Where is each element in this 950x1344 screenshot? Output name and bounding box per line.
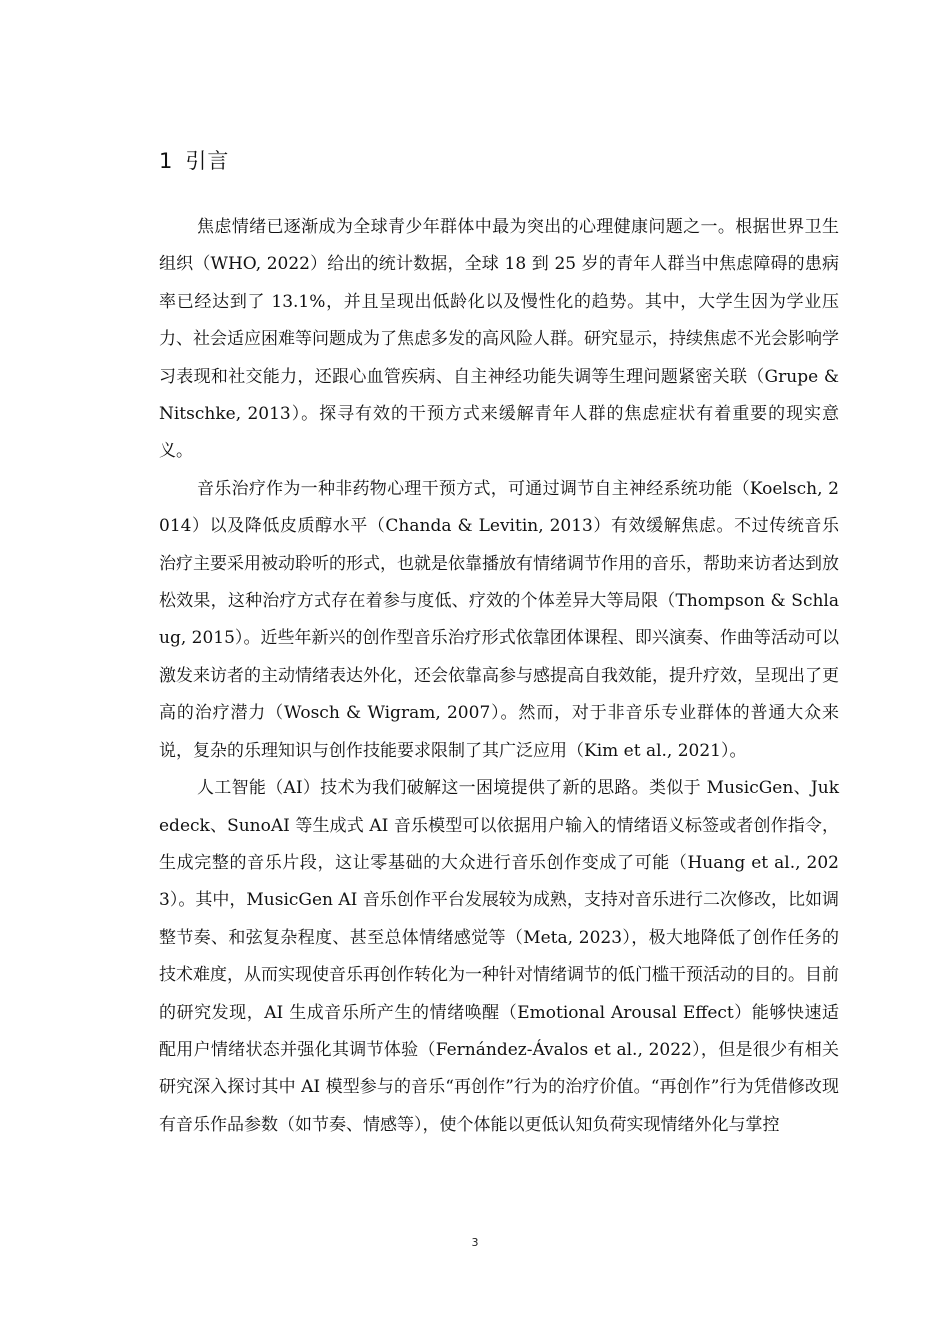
body-text	[159, 209, 839, 1144]
paragraph-3: 人工智能（AI）技术为我们破解这一困境提供了新的思路。类似于 MusicGen、Jukedeck、SunoAI 等生成式 AI 音乐模型可以依据用户输入的情绪语义标签或者创作指令，生成完整的音乐片段，这让零基础的大众进行音乐创作变成了可能（Huang et al., 2023）。其中，MusicGen AI 音乐创作平台发展较为成熟，支持对音乐进行二次修改，比如调整节奏、和弦复杂程度、甚至总体情绪感觉等（Meta, 2023），极大地降低了创作任务的技术难度，从而实现使音乐再创作转化为一种针对情绪调节的低门槛干预活动的目的。目前的研究发现，AI 生成音乐所产生的情绪唤醒（Emotional Arousal Effect）能够快速适配用户情绪状态并强化其调节体验（Fernández-Ávalos et al., 2022），但是很少有相关研究深入探讨其中 AI 模型参与的音乐“再创作”行为的治疗价值。“再创作”行为凭借修改现有音乐作品参数（如节奏、情感等），使个体能以更低认知负荷实现情绪外化与掌控	[159, 778, 839, 1135]
page-number: 3	[471, 1236, 479, 1249]
section-heading	[159, 146, 229, 176]
section-number: 1	[159, 149, 174, 173]
paragraph-1: 焦虑情绪已逐渐成为全球青少年群体中最为突出的心理健康问题之一。根据世界卫生组织（WHO, 2022）给出的统计数据，全球 18 到 25 岁的青年人群当中焦虑障碍的患病率已经达到了 13.1%，并且呈现出低龄化以及慢性化的趋势。其中，大学生因为学业压力、社会适应困难等问题成为了焦虑多发的高风险人群。研究显示，持续焦虑不光会影响学习表现和社交能力，还跟心血管疾病、自主神经功能失调等生理问题紧密关联（Grupe & Nitschke, 2013）。探寻有效的干预方式来缓解青年人群的焦虑症状有着重要的现实意义。	[159, 217, 839, 462]
paragraph-2: 音乐治疗作为一种非药物心理干预方式，可通过调节自主神经系统功能（Koelsch, 2014）以及降低皮质醇水平（Chanda & Levitin, 2013）有效缓解焦虑。不过传统音乐治疗主要采用被动聆听的形式，也就是依靠播放有情绪调节作用的音乐，帮助来访者达到放松效果，这种治疗方式存在着参与度低、疗效的个体差异大等局限（Thompson & Schlaug, 2015）。近些年新兴的创作型音乐治疗形式依靠团体课程、即兴演奏、作曲等活动可以激发来访者的主动情绪表达外化，还会依靠高参与感提高自我效能，提升疗效，呈现出了更高的治疗潜力（Wosch & Wigram, 2007）。然而，对于非音乐专业群体的普通大众来说，复杂的乐理知识与创作技能要求限制了其广泛应用（Kim et al., 2021）。	[159, 478, 839, 761]
section-title: 引言	[185, 149, 230, 173]
